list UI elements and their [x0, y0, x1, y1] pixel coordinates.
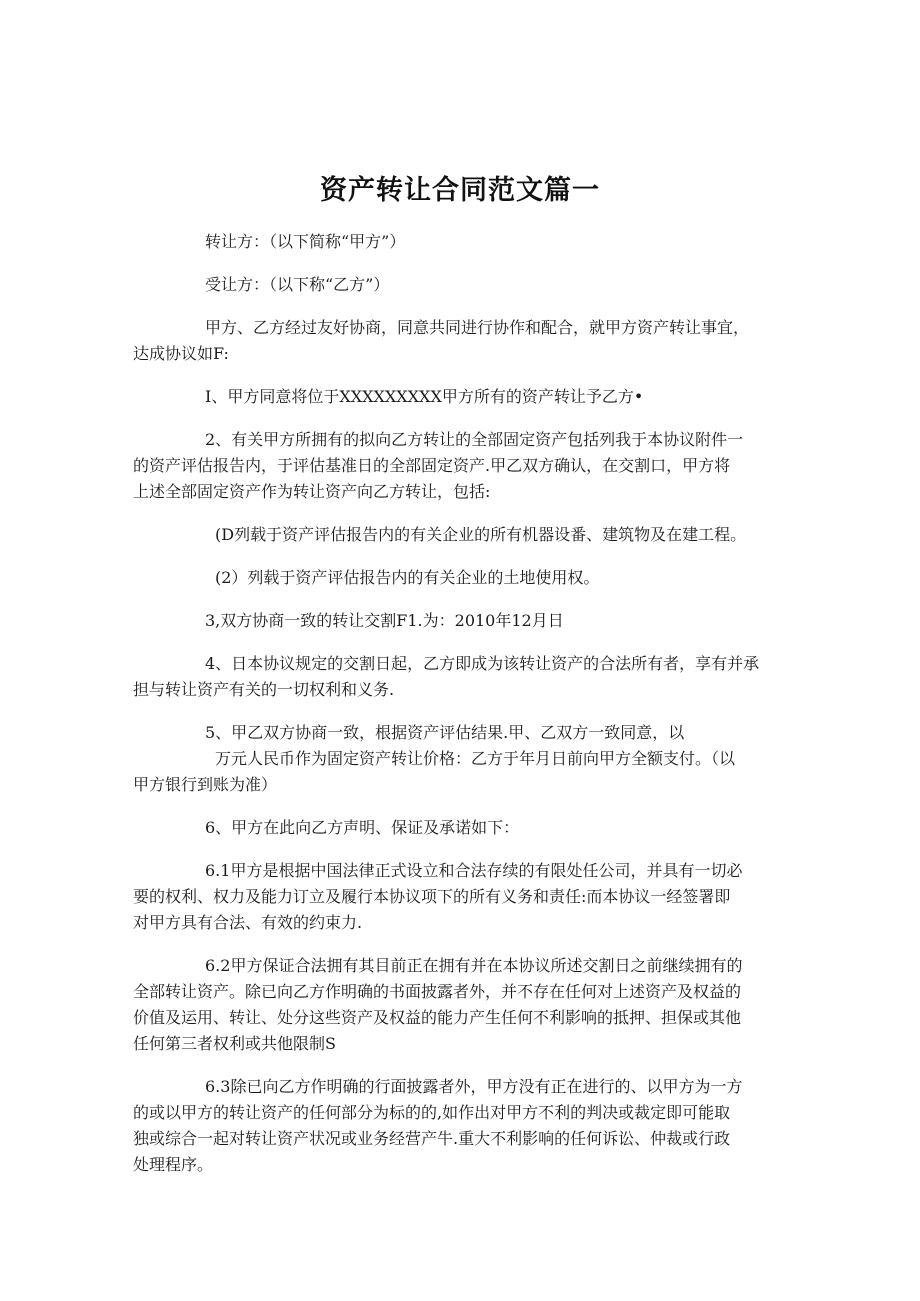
text-line: 的或以甲方的转让资产的任何部分为标的的,如作出对甲方不利的判决或裁定即可能取: [133, 1103, 731, 1122]
text-line: 6.3除已向乙方作明确的行面披露者外，甲方没有正在进行的、以甲方为一方: [205, 1077, 743, 1096]
text-line: 6.2甲方保证合法拥有其目前正在拥有并在本协议所述交割日之前继续拥有的: [205, 956, 743, 975]
clause-2-item-2: (2）列载于资产评估报告内的有关企业的土地使用权。: [215, 568, 600, 587]
clause-6-2: [133, 953, 788, 1057]
text-line: 5、甲乙双方协商一致，根据资产评估结果.甲、乙双方一致同意，以: [205, 723, 685, 742]
text-line: 对甲方具有合法、有效的约束力.: [133, 913, 363, 932]
text-line: 万元人民币作为固定资产转让价格：乙方于年月日前向甲方全额支付。（以: [215, 749, 736, 768]
clause-4: [133, 651, 788, 703]
text-line: 的资产评估报告内，于评估基准日的全部固定资产.甲乙双方确认，在交割口，甲方将: [133, 456, 731, 475]
clause-1: I、甲方同意将位于XXXXXXXXX甲方所有的资产转让予乙方•: [205, 387, 644, 406]
clause-6-1: [133, 858, 788, 936]
text-line: 独或综合一起对转让资产状况或业务经营产牛.重大不利影响的任何诉讼、仲裁或行政: [133, 1129, 731, 1148]
text-line: 全部转让资产。除已向乙方作明确的书面披露者外，并不存在任何对上述资产及权益的: [133, 982, 742, 1001]
paragraph-transferor: 转让方：（以下简称“甲方”）: [205, 232, 406, 251]
paragraph-transferee: 受让方：（以下称“乙方”）: [205, 275, 390, 294]
text-line: 达成协议如F:: [133, 344, 229, 363]
text-line: 4、日本协议规定的交割日起，乙方即成为该转让资产的合法所有者，享有并承: [205, 654, 760, 673]
clause-6-3: [133, 1074, 788, 1178]
text-line: 要的权利、权力及能力订立及履行本协议项下的所有义务和责任:而本协议一经签署即: [133, 887, 731, 906]
text-line: 价值及运用、转让、处分这些资产及权益的能力产生任何不利影响的抵押、担保或其他: [133, 1008, 742, 1027]
paragraph-preamble: [133, 315, 788, 367]
text-line: 担与转让资产有关的一切权利和义务.: [133, 680, 395, 699]
clause-3: 3,双方协商一致的转让交割F1.为：2010年12月日: [205, 611, 564, 630]
document-title: 资产转让合同范文篇一: [320, 175, 600, 206]
clause-2: [133, 427, 788, 505]
text-line: 6.1甲方是根据中国法律正式设立和合法存续的有限处任公司，并具有一切必: [205, 861, 743, 880]
text-line: 上述全部固定资产作为转让资产向乙方转让，包括:: [133, 482, 491, 501]
text-line: 甲方、乙方经过友好协商，同意共同进行协作和配合，就甲方资产转让事宜，: [205, 318, 750, 337]
text-line: 处理程序。: [133, 1155, 214, 1174]
text-line: 任何第三者权利或共他限制S: [133, 1034, 336, 1053]
text-line: 2、有关甲方所拥有的拟向乙方转让的全部固定资产包括列我于本协议附件一: [205, 430, 744, 449]
clause-5: [133, 720, 788, 798]
text-line: 甲方银行到账为准）: [133, 775, 278, 794]
document-body: [133, 229, 788, 1195]
clause-6: 6、甲方在此向乙方声明、保证及承诺如下：: [205, 818, 520, 837]
clause-2-item-1: (D列载于资产评估报告内的有关企业的所有机器设番、建筑物及在建工程。: [215, 525, 747, 544]
